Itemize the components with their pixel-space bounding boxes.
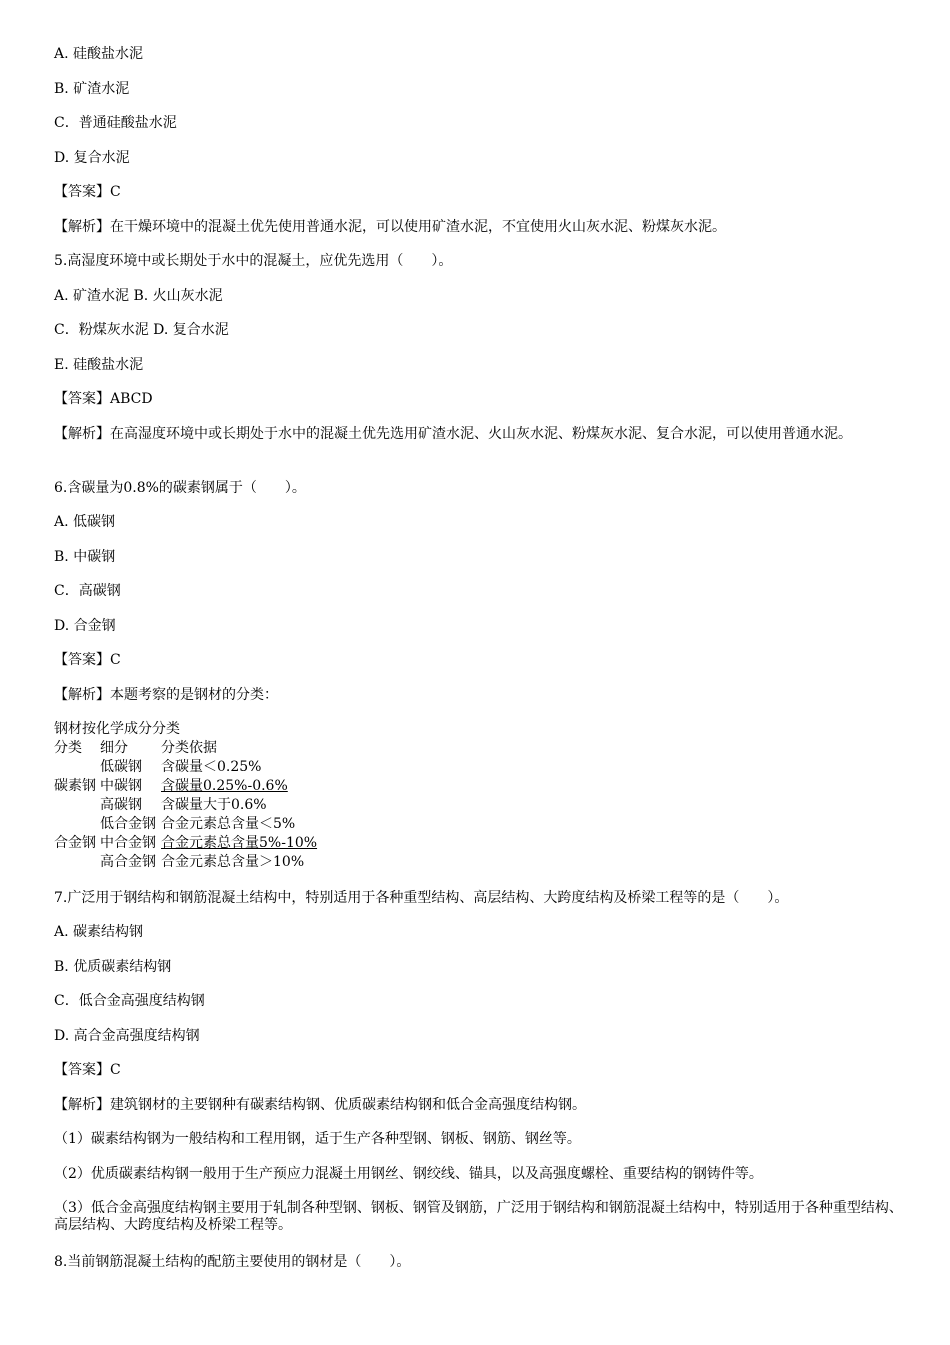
table-cell-basis: 含碳量0.25%-0.6% xyxy=(161,778,288,794)
table-cell-subcategory: 中碳钢 xyxy=(100,778,142,794)
q4-option-d: D. 复合水泥 xyxy=(54,150,130,166)
q7-point-2: （2）优质碳素结构钢一般用于生产预应力混凝土用钢丝、钢绞线、锚具，以及高强度螺栓、重要结构的钢铸件等。 xyxy=(54,1166,763,1182)
table-cell-subcategory: 中合金钢 xyxy=(100,835,156,851)
table-row xyxy=(54,758,354,776)
q6-option-a: A. 低碳钢 xyxy=(54,514,116,530)
q5-option-cd: C．粉煤灰水泥 D. 复合水泥 xyxy=(54,322,229,338)
q4-analysis: 【解析】在干燥环境中的混凝土优先使用普通水泥，可以使用矿渣水泥，不宜使用火山灰水泥、粉煤灰水泥。 xyxy=(54,219,726,235)
q5-analysis: 【解析】在高湿度环境中或长期处于水中的混凝土优先选用矿渣水泥、火山灰水泥、粉煤灰水泥、复合水泥，可以使用普通水泥。 xyxy=(54,426,852,442)
table-cell-subcategory: 低合金钢 xyxy=(100,816,156,832)
table-header-basis: 分类依据 xyxy=(161,740,217,756)
table-row xyxy=(54,796,354,814)
table-cell-subcategory: 高碳钢 xyxy=(100,797,142,813)
table-cell-category: 合金钢 xyxy=(54,835,96,851)
q6-answer: 【答案】C xyxy=(54,652,121,668)
q7-point-1: （1）碳素结构钢为一般结构和工程用钢，适于生产各种型钢、钢板、钢筋、钢丝等。 xyxy=(54,1131,581,1147)
q7-answer: 【答案】C xyxy=(54,1062,121,1078)
q7-option-c: C．低合金高强度结构钢 xyxy=(54,993,205,1009)
table-cell-basis: 合金元素总含量＞10% xyxy=(161,854,305,870)
q6-option-d: D. 合金钢 xyxy=(54,618,116,634)
q7-option-b: B. 优质碳素结构钢 xyxy=(54,959,172,975)
q4-option-c: C．普通硅酸盐水泥 xyxy=(54,115,177,131)
q4-option-a: A. 硅酸盐水泥 xyxy=(54,46,144,62)
q7-analysis: 【解析】建筑钢材的主要钢种有碳素结构钢、优质碳素结构钢和低合金高强度结构钢。 xyxy=(54,1097,586,1113)
table-title: 钢材按化学成分分类 xyxy=(54,721,180,737)
q7-option-d: D. 高合金高强度结构钢 xyxy=(54,1028,200,1044)
table-row xyxy=(54,777,354,795)
q5-option-ab: A. 矿渣水泥 B. 火山灰水泥 xyxy=(54,288,223,304)
q7-point-3: （3）低合金高强度结构钢主要用于轧制各种型钢、钢板、钢管及钢筋，广泛用于钢结构和钢筋混凝土结构中，特别适用于各种重型结构、高层结构、大跨度结构及桥梁工程等。 xyxy=(54,1200,903,1233)
q5-option-e: E. 硅酸盐水泥 xyxy=(54,357,144,373)
table-header-row xyxy=(54,739,354,757)
table-cell-basis: 合金元素总含量5%-10% xyxy=(161,835,318,851)
q5-answer: 【答案】ABCD xyxy=(54,391,153,407)
table-cell-basis: 含碳量大于0.6% xyxy=(161,797,267,813)
table-header-category: 分类 xyxy=(54,740,82,756)
table-cell-basis: 含碳量＜0.25% xyxy=(161,759,262,775)
q8-question: 8.当前钢筋混凝土结构的配筋主要使用的钢材是（ ）。 xyxy=(54,1254,411,1270)
table-row xyxy=(54,815,354,833)
q4-option-b: B. 矿渣水泥 xyxy=(54,81,130,97)
q5-question: 5.高湿度环境中或长期处于水中的混凝土，应优先选用（ ）。 xyxy=(54,253,453,269)
q6-question: 6.含碳量为0.8%的碳素钢属于（ ）。 xyxy=(54,480,306,496)
table-row xyxy=(54,853,354,871)
table-cell-subcategory: 低碳钢 xyxy=(100,759,142,775)
table-cell-subcategory: 高合金钢 xyxy=(100,854,156,870)
q4-answer: 【答案】C xyxy=(54,184,121,200)
table-row xyxy=(54,834,354,852)
q6-analysis: 【解析】本题考察的是钢材的分类： xyxy=(54,687,278,703)
q6-option-b: B. 中碳钢 xyxy=(54,549,116,565)
q7-option-a: A. 碳素结构钢 xyxy=(54,924,144,940)
table-cell-category: 碳素钢 xyxy=(54,778,96,794)
table-cell-basis: 合金元素总含量＜5% xyxy=(161,816,296,832)
q7-question: 7.广泛用于钢结构和钢筋混凝土结构中，特别适用于各种重型结构、高层结构、大跨度结构及桥梁工程等的是（ ）。 xyxy=(54,890,789,906)
table-header-subcategory: 细分 xyxy=(100,740,128,756)
q6-option-c: C．高碳钢 xyxy=(54,583,121,599)
